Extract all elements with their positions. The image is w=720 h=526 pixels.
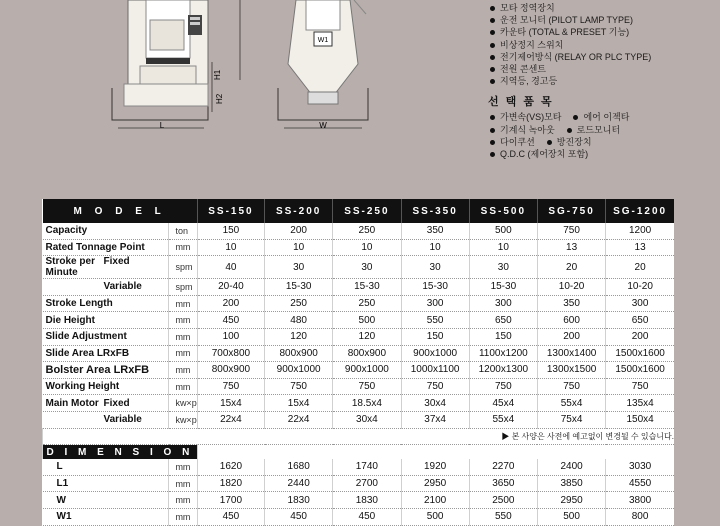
cell-value: 30 xyxy=(469,256,537,279)
cell-value: 480 xyxy=(265,312,333,329)
dimension-value: 1920 xyxy=(401,459,469,475)
spec-row xyxy=(43,328,675,345)
cell-value: 450 xyxy=(197,312,264,329)
cell-value: 100 xyxy=(197,328,264,345)
row-unit: spm xyxy=(169,279,197,296)
row-sublabel: Fixed xyxy=(103,256,130,268)
cell-value: 1200x1300 xyxy=(469,362,537,379)
row-unit: spm xyxy=(169,256,197,279)
cell-value: 750 xyxy=(469,378,537,395)
feature-item: 전원 콘센트 xyxy=(488,63,718,75)
dimension-value: 3650 xyxy=(469,475,537,492)
cell-value: 15-30 xyxy=(265,279,333,296)
spec-row xyxy=(43,279,675,296)
cell-value: 650 xyxy=(469,312,537,329)
cell-value: 1300x1400 xyxy=(537,345,605,362)
dimension-label: W1 xyxy=(43,508,169,525)
model-name: SS-150 xyxy=(197,199,264,223)
h1-label: H1 xyxy=(213,69,222,80)
dimension-value: 450 xyxy=(333,508,401,525)
cell-value: 250 xyxy=(333,295,401,312)
dimension-value: 2950 xyxy=(401,475,469,492)
spec-row xyxy=(43,312,675,329)
dimension-value: 1700 xyxy=(197,492,264,509)
dimension-value: 500 xyxy=(537,508,605,525)
cell-value: 1200 xyxy=(606,223,674,239)
cell-value: 55x4 xyxy=(469,411,537,428)
dimension-value: 3800 xyxy=(606,492,674,509)
cell-value: 300 xyxy=(606,295,674,312)
cell-value: 900x1000 xyxy=(333,362,401,379)
w1-label: W1 xyxy=(317,37,329,44)
cell-value: 10-20 xyxy=(537,279,605,296)
cell-value: 13 xyxy=(537,239,605,256)
row-unit: mm xyxy=(169,295,197,312)
cell-value: 1100x1200 xyxy=(469,345,537,362)
model-name: SS-250 xyxy=(333,199,401,223)
row-label: Bolster Area LRxFB xyxy=(43,362,169,379)
spec-row xyxy=(43,295,675,312)
feature-item: 모타 정역장치 xyxy=(488,2,718,14)
cell-value: 600 xyxy=(537,312,605,329)
row-unit: ton xyxy=(169,223,197,239)
model-name: SS-350 xyxy=(401,199,469,223)
cell-value: 200 xyxy=(265,223,333,239)
spec-row xyxy=(43,239,675,256)
row-unit: kw×p xyxy=(169,395,197,412)
spec-row xyxy=(43,256,675,279)
row-label-main: Stroke per Minute xyxy=(45,256,95,279)
cell-value: 250 xyxy=(265,295,333,312)
cell-value: 22x4 xyxy=(197,411,264,428)
cell-value: 800x900 xyxy=(265,345,333,362)
row-label xyxy=(43,411,169,428)
dimension-row xyxy=(43,475,675,492)
cell-value: 20 xyxy=(606,256,674,279)
w-label: W xyxy=(319,121,327,130)
row-sublabel: Variable xyxy=(103,414,142,426)
row-unit: mm xyxy=(169,239,197,256)
dimension-value: 450 xyxy=(265,508,333,525)
dimension-value: 2950 xyxy=(537,492,605,509)
dimension-value: 1740 xyxy=(333,459,401,475)
spec-row xyxy=(43,411,675,428)
cell-value: 10 xyxy=(469,239,537,256)
cell-value: 150 xyxy=(401,328,469,345)
option-row xyxy=(488,136,718,148)
feature-item: 비상정지 스위치 xyxy=(488,39,718,51)
dimension-row xyxy=(43,508,675,525)
model-header: M O D E L xyxy=(43,199,198,223)
dimension-value: 1830 xyxy=(333,492,401,509)
cell-value: 500 xyxy=(469,223,537,239)
cell-value: 1300x1500 xyxy=(537,362,605,379)
option-item: 에어 이젝타 xyxy=(571,111,629,123)
cell-value: 30 xyxy=(265,256,333,279)
feature-item: 전기제어방식 (RELAY OR PLC TYPE) xyxy=(488,51,718,63)
dimension-unit: mm xyxy=(169,508,197,525)
cell-value: 13 xyxy=(606,239,674,256)
feature-list xyxy=(488,2,718,160)
option-item: Q.D.C (제어장치 포함) xyxy=(488,148,588,160)
cell-value: 750 xyxy=(265,378,333,395)
spec-row xyxy=(43,362,675,379)
cell-value: 30 xyxy=(333,256,401,279)
option-row xyxy=(488,124,718,136)
row-unit: mm xyxy=(169,345,197,362)
dimension-value: 4550 xyxy=(606,475,674,492)
cell-value: 150 xyxy=(469,328,537,345)
dimension-value: 800 xyxy=(606,508,674,525)
spec-table xyxy=(42,199,674,526)
cell-value: 10 xyxy=(265,239,333,256)
dimension-unit: mm xyxy=(169,475,197,492)
cell-value: 15x4 xyxy=(265,395,333,412)
cell-value: 350 xyxy=(537,295,605,312)
option-row xyxy=(488,148,718,160)
dimension-value: 2400 xyxy=(537,459,605,475)
cell-value: 15x4 xyxy=(197,395,264,412)
option-item: 가변속(VS)모타 xyxy=(488,111,561,123)
cell-value: 200 xyxy=(537,328,605,345)
cell-value: 55x4 xyxy=(537,395,605,412)
cell-value: 750 xyxy=(537,223,605,239)
cell-value: 18.5x4 xyxy=(333,395,401,412)
row-label: Slide Area LRxFB xyxy=(43,345,169,362)
dimension-unit: mm xyxy=(169,492,197,509)
spec-row xyxy=(43,223,675,239)
cell-value: 30 xyxy=(401,256,469,279)
dimension-value: 2700 xyxy=(333,475,401,492)
model-name: SG-750 xyxy=(537,199,605,223)
cell-value: 10 xyxy=(333,239,401,256)
dimension-value: 550 xyxy=(469,508,537,525)
spec-row xyxy=(43,378,675,395)
cell-value: 37x4 xyxy=(401,411,469,428)
cell-value: 1000x1100 xyxy=(401,362,469,379)
dimension-label: L1 xyxy=(43,475,169,492)
row-label: Rated Tonnage Point xyxy=(43,239,169,256)
cell-value: 20-40 xyxy=(197,279,264,296)
spec-note: ▶ 본 사양은 사전에 예고없이 변경될 수 있습니다. xyxy=(43,428,675,445)
cell-value: 10 xyxy=(401,239,469,256)
option-row xyxy=(488,111,718,123)
press-drawing xyxy=(100,0,370,140)
dimension-value: 1620 xyxy=(197,459,264,475)
feature-item: 지역등, 경고등 xyxy=(488,75,718,87)
cell-value: 30x4 xyxy=(401,395,469,412)
cell-value: 1500x1600 xyxy=(606,345,674,362)
row-unit: mm xyxy=(169,378,197,395)
dimension-value: 3030 xyxy=(606,459,674,475)
dimension-header-spacer xyxy=(197,445,674,460)
options-title: 선 택 품 목 xyxy=(488,96,554,109)
row-label: Working Height xyxy=(43,378,169,395)
l-label: L xyxy=(159,121,165,130)
model-name: SS-200 xyxy=(265,199,333,223)
cell-value: 350 xyxy=(401,223,469,239)
cell-value: 1500x1600 xyxy=(606,362,674,379)
cell-value: 800x900 xyxy=(333,345,401,362)
cell-value: 22x4 xyxy=(265,411,333,428)
cell-value: 300 xyxy=(469,295,537,312)
cell-value: 550 xyxy=(401,312,469,329)
row-label xyxy=(43,279,169,296)
dimension-value: 1830 xyxy=(265,492,333,509)
cell-value: 15-30 xyxy=(333,279,401,296)
dimension-label: L xyxy=(43,459,169,475)
cell-value: 200 xyxy=(197,295,264,312)
cell-value: 750 xyxy=(606,378,674,395)
cell-value: 75x4 xyxy=(537,411,605,428)
cell-value: 15-30 xyxy=(469,279,537,296)
dimension-value: 1820 xyxy=(197,475,264,492)
dimension-header: D I M E N S I O N xyxy=(43,445,198,460)
dimension-value: 3850 xyxy=(537,475,605,492)
row-sublabel: Fixed xyxy=(103,397,130,409)
cell-value: 500 xyxy=(333,312,401,329)
option-item: 기계식 녹아웃 xyxy=(488,124,555,136)
spec-row xyxy=(43,395,675,412)
cell-value: 30x4 xyxy=(333,411,401,428)
cell-value: 200 xyxy=(606,328,674,345)
dimension-value: 1680 xyxy=(265,459,333,475)
option-item: 다이쿠션 xyxy=(488,136,535,148)
cell-value: 150x4 xyxy=(606,411,674,428)
cell-value: 750 xyxy=(197,378,264,395)
cell-value: 650 xyxy=(606,312,674,329)
cell-value: 300 xyxy=(401,295,469,312)
dimension-value: 2500 xyxy=(469,492,537,509)
cell-value: 40 xyxy=(197,256,264,279)
cell-value: 750 xyxy=(401,378,469,395)
cell-value: 20 xyxy=(537,256,605,279)
cell-value: 120 xyxy=(265,328,333,345)
row-label: Stroke Length xyxy=(43,295,169,312)
cell-value: 10-20 xyxy=(606,279,674,296)
cell-value: 900x1000 xyxy=(401,345,469,362)
top-section xyxy=(0,0,720,196)
cell-value: 900x1000 xyxy=(265,362,333,379)
row-unit: mm xyxy=(169,328,197,345)
row-unit: mm xyxy=(169,362,197,379)
dimension-value: 2440 xyxy=(265,475,333,492)
cell-value: 10 xyxy=(197,239,264,256)
cell-value: 750 xyxy=(537,378,605,395)
model-name: SS-500 xyxy=(469,199,537,223)
row-label: Die Height xyxy=(43,312,169,329)
dimension-unit: mm xyxy=(169,459,197,475)
dimension-row xyxy=(43,459,675,475)
row-label-main: Main Motor xyxy=(45,397,99,409)
cell-value: 45x4 xyxy=(469,395,537,412)
feature-item: 운전 모니터 (PILOT LAMP TYPE) xyxy=(488,14,718,26)
cell-value: 120 xyxy=(333,328,401,345)
row-sublabel: Variable xyxy=(103,281,142,293)
dimension-value: 450 xyxy=(197,508,264,525)
row-label xyxy=(43,256,169,279)
option-item: 방진장치 xyxy=(545,136,592,148)
row-unit: mm xyxy=(169,312,197,329)
row-label xyxy=(43,395,169,412)
dimension-value: 2270 xyxy=(469,459,537,475)
cell-value: 150 xyxy=(197,223,264,239)
cell-value: 135x4 xyxy=(606,395,674,412)
cell-value: 800x900 xyxy=(197,362,264,379)
h2-label: H2 xyxy=(215,93,224,104)
feature-item: 카운타 (TOTAL & PRESET 기능) xyxy=(488,26,718,38)
dimension-value: 2100 xyxy=(401,492,469,509)
cell-value: 700x800 xyxy=(197,345,264,362)
dimension-value: 500 xyxy=(401,508,469,525)
row-label: Capacity xyxy=(43,223,169,239)
cell-value: 750 xyxy=(333,378,401,395)
cell-value: 15-30 xyxy=(401,279,469,296)
row-label: Slide Adjustment xyxy=(43,328,169,345)
spec-row xyxy=(43,345,675,362)
option-item: 로드모니터 xyxy=(565,124,620,136)
row-unit: kw×p xyxy=(169,411,197,428)
model-name: SG-1200 xyxy=(606,199,674,223)
dimension-label: W xyxy=(43,492,169,509)
dimension-row xyxy=(43,492,675,509)
cell-value: 250 xyxy=(333,223,401,239)
